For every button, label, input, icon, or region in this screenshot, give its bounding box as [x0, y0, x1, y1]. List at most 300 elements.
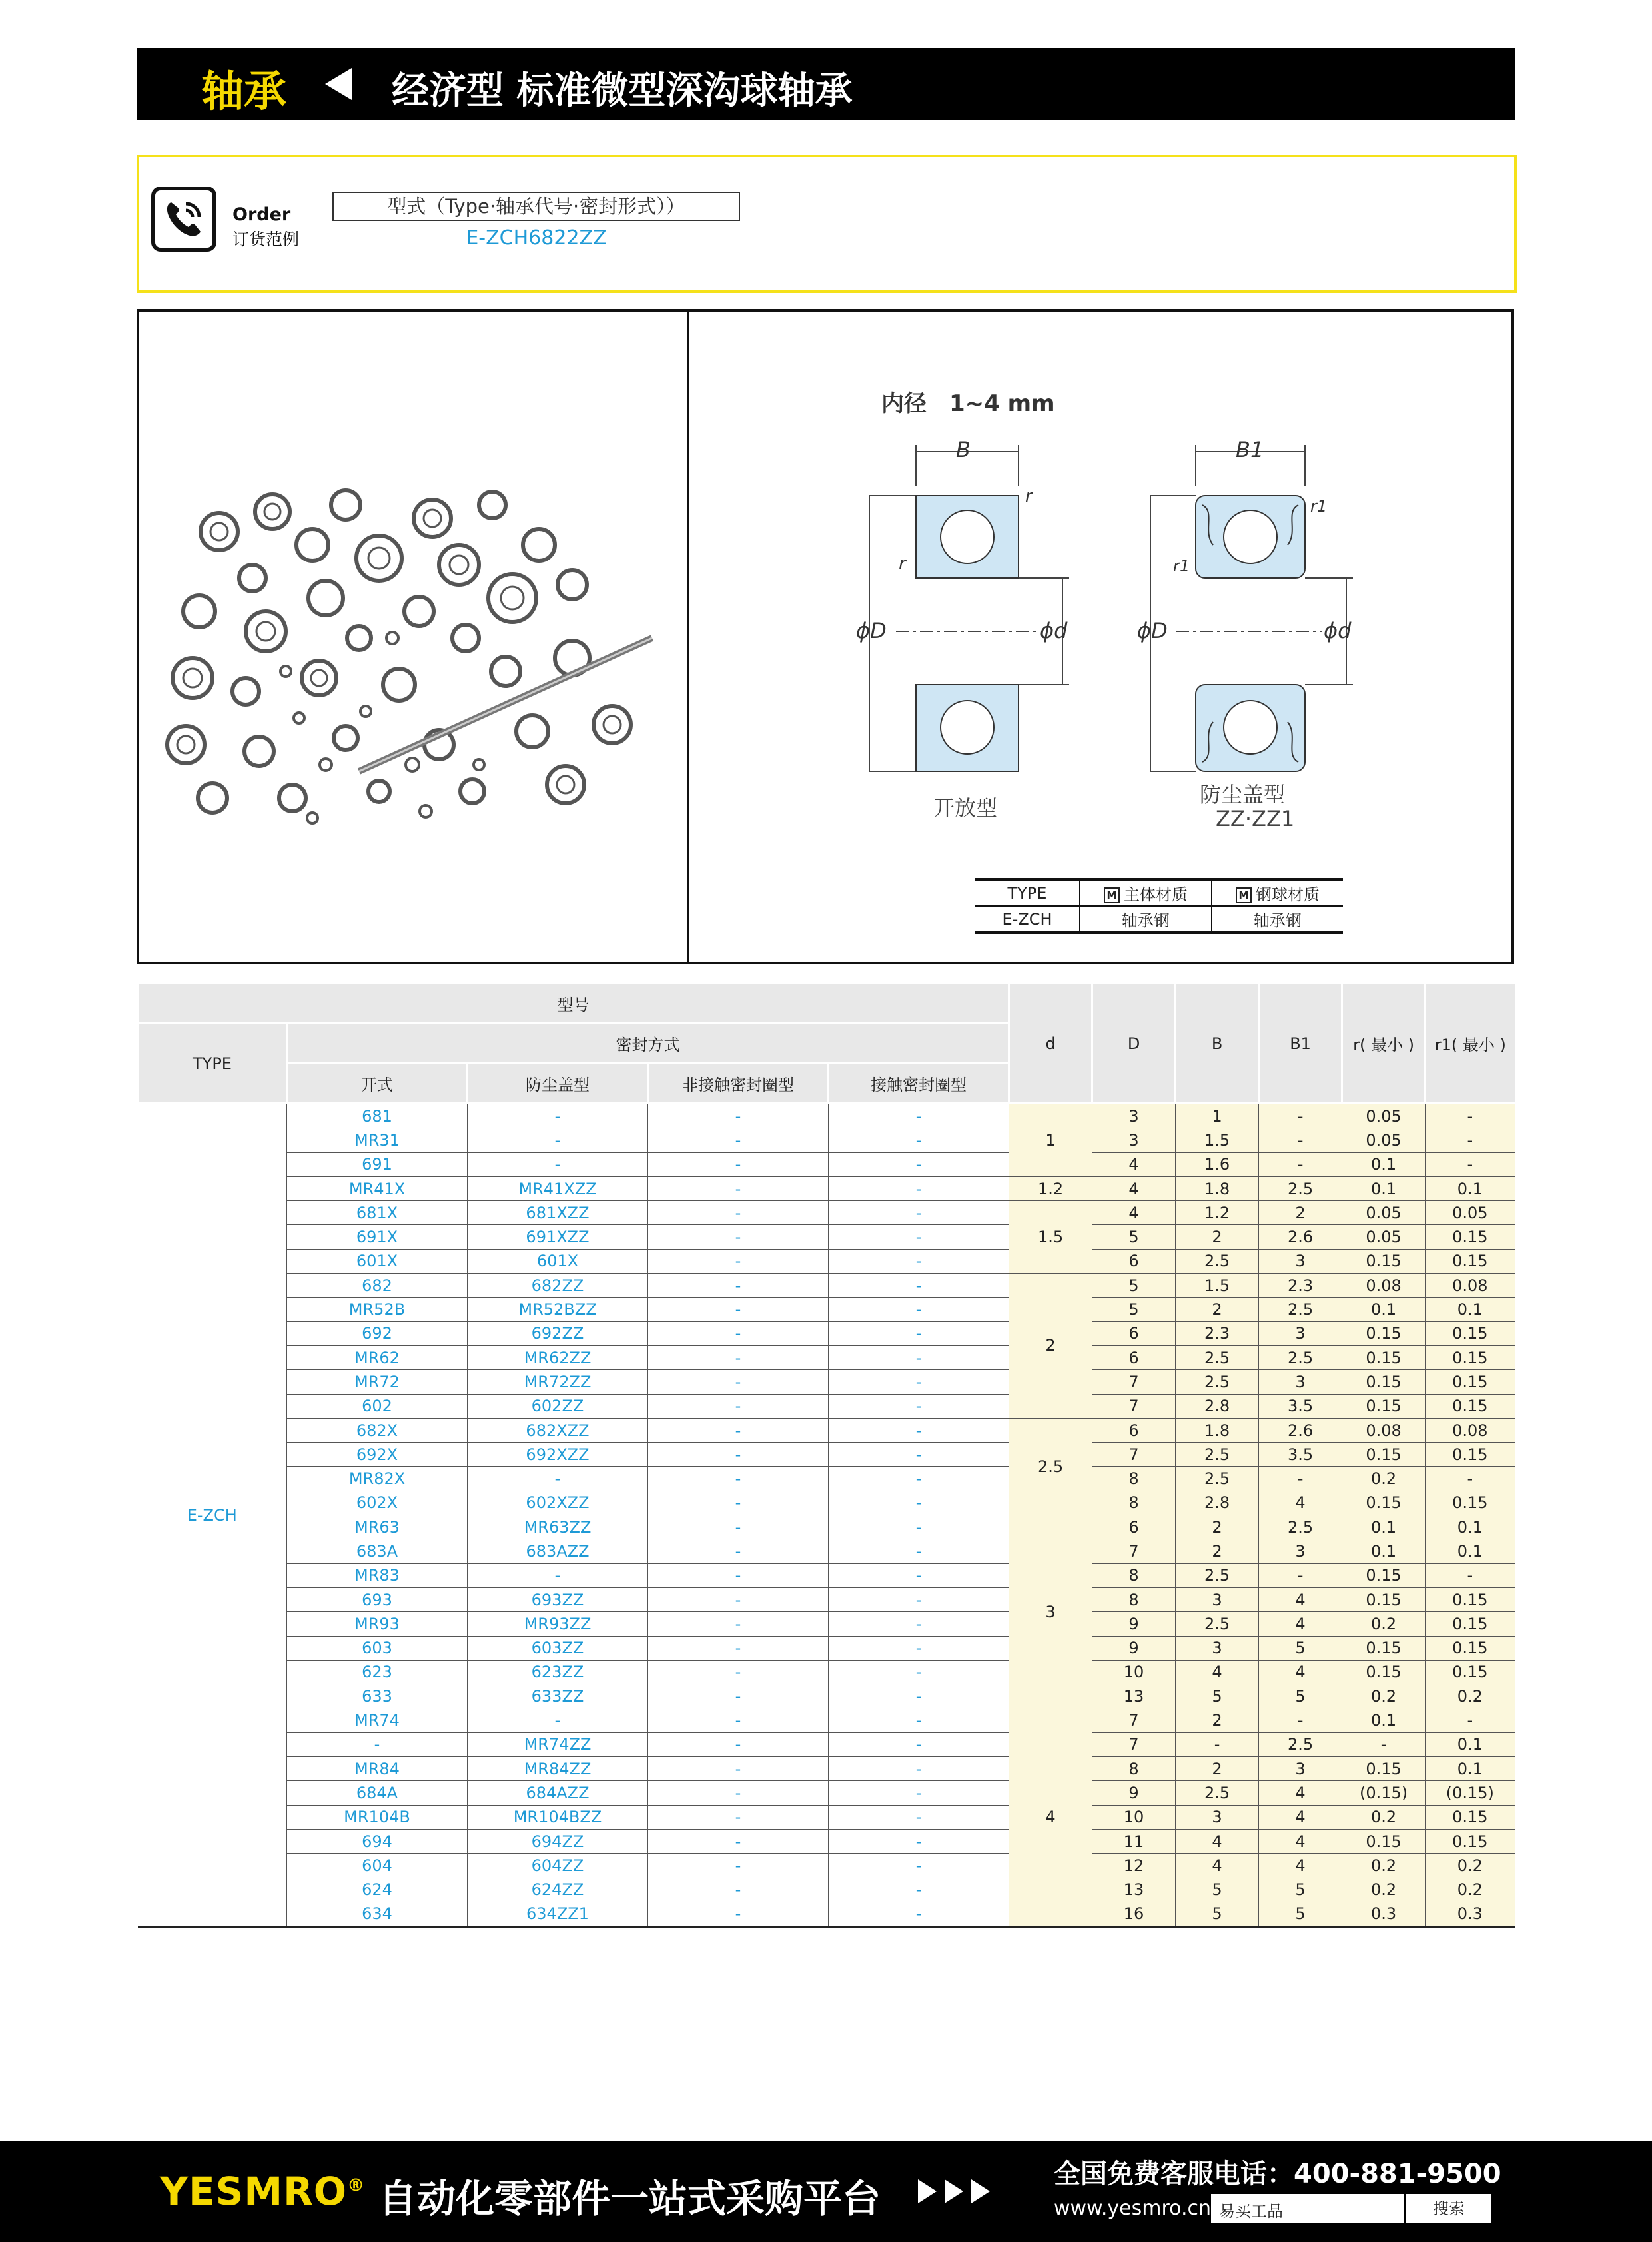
dim-r-cell: 0.15	[1342, 1757, 1426, 1781]
open-model-cell[interactable]: 683A	[287, 1539, 468, 1563]
header-open: 开式	[287, 1064, 468, 1104]
noncontact-model-cell: -	[648, 1443, 829, 1467]
shield-model-cell[interactable]: 624ZZ	[468, 1878, 648, 1902]
dim-B1-cell: 2.5	[1259, 1732, 1342, 1756]
dim-B1-cell: 3.5	[1259, 1443, 1342, 1467]
shield-model-cell[interactable]: 691XZZ	[468, 1225, 648, 1249]
order-label-cn: 订货范例	[232, 230, 300, 249]
dim-B1-cell: -	[1259, 1467, 1342, 1491]
shield-model-cell[interactable]: 623ZZ	[468, 1660, 648, 1684]
table-row	[138, 1829, 1515, 1853]
contact-model-cell: -	[829, 1298, 1009, 1321]
contact-model-cell: -	[829, 1805, 1009, 1829]
open-model-cell[interactable]: MR104B	[287, 1805, 468, 1829]
noncontact-model-cell: -	[648, 1854, 829, 1878]
dim-B1-cell: 3	[1259, 1321, 1342, 1345]
dim-D-cell: 6	[1092, 1418, 1176, 1442]
material-icon: M	[1104, 887, 1120, 903]
shield-model-cell[interactable]: MR41XZZ	[468, 1176, 648, 1200]
dim-r1-cell: 0.15	[1426, 1660, 1515, 1684]
open-model-cell[interactable]: 682X	[287, 1418, 468, 1442]
noncontact-model-cell: -	[648, 1684, 829, 1708]
header-shield: 防尘盖型	[468, 1064, 648, 1104]
shield-model-cell[interactable]: MR104BZZ	[468, 1805, 648, 1829]
dim-D-cell: 7	[1092, 1443, 1176, 1467]
table-row	[138, 1201, 1515, 1225]
dim-r-cell: -	[1342, 1732, 1426, 1756]
dim-D-cell: 9	[1092, 1612, 1176, 1636]
dim-B1-cell: 4	[1259, 1805, 1342, 1829]
shield-model-cell[interactable]: -	[468, 1708, 648, 1732]
shield-model-cell[interactable]: MR72ZZ	[468, 1370, 648, 1394]
open-model-cell[interactable]: 602X	[287, 1491, 468, 1515]
dim-D-cell: 6	[1092, 1321, 1176, 1345]
open-model-cell[interactable]: 601X	[287, 1249, 468, 1273]
table-row	[138, 1854, 1515, 1878]
hotline: 全国免费客服电话：400-881-9500	[1054, 2159, 1501, 2189]
dim-B1-cell: 4	[1259, 1829, 1342, 1853]
contact-model-cell: -	[829, 1563, 1009, 1587]
dim-r1-cell: -	[1426, 1708, 1515, 1732]
dim-r1-cell: 0.08	[1426, 1274, 1515, 1298]
open-model-cell[interactable]: 624	[287, 1878, 468, 1902]
phone-icon	[151, 187, 216, 252]
product-panel	[137, 309, 1514, 964]
table-row	[138, 1321, 1515, 1345]
label-D-open: ϕD	[856, 618, 887, 643]
label-B: B	[956, 437, 971, 462]
contact-model-cell: -	[829, 1684, 1009, 1708]
shield-model-cell[interactable]: 693ZZ	[468, 1587, 648, 1611]
open-model-cell[interactable]: MR72	[287, 1370, 468, 1394]
label-d-open: ϕd	[1040, 618, 1068, 643]
dim-D-cell: 7	[1092, 1370, 1176, 1394]
dim-B-cell: 1.8	[1176, 1418, 1259, 1442]
material-type-header: TYPE	[975, 879, 1080, 906]
dim-r1-cell: 0.15	[1426, 1612, 1515, 1636]
contact-model-cell: -	[829, 1345, 1009, 1369]
noncontact-model-cell: -	[648, 1708, 829, 1732]
dim-D-cell: 13	[1092, 1878, 1176, 1902]
bore-d-cell: 1.2	[1009, 1176, 1092, 1200]
dim-B1-cell: -	[1259, 1152, 1342, 1176]
contact-model-cell: -	[829, 1539, 1009, 1563]
dim-B1-cell: 4	[1259, 1491, 1342, 1515]
contact-model-cell: -	[829, 1781, 1009, 1805]
dim-r-cell: 0.2	[1342, 1684, 1426, 1708]
shield-type-caption: 防尘盖型	[1200, 782, 1286, 807]
open-model-cell[interactable]: 623	[287, 1660, 468, 1684]
noncontact-model-cell: -	[648, 1539, 829, 1563]
table-row	[138, 1636, 1515, 1660]
footer-slogan: 自动化零部件一站式采购平台	[378, 2176, 881, 2221]
dim-r1-cell: 0.15	[1426, 1345, 1515, 1369]
dim-D-cell: 3	[1092, 1128, 1176, 1152]
dim-r-cell: 0.15	[1342, 1491, 1426, 1515]
dim-D-cell: 5	[1092, 1225, 1176, 1249]
noncontact-model-cell: -	[648, 1732, 829, 1756]
table-row	[138, 1370, 1515, 1394]
open-model-cell[interactable]: MR63	[287, 1515, 468, 1539]
dim-r1-cell: 0.1	[1426, 1176, 1515, 1200]
open-model-cell[interactable]: 681X	[287, 1201, 468, 1225]
dim-r-cell: 0.15	[1342, 1563, 1426, 1587]
header-d: d	[1009, 984, 1092, 1104]
dim-r-cell: 0.2	[1342, 1612, 1426, 1636]
dim-B-cell: 1.5	[1176, 1128, 1259, 1152]
noncontact-model-cell: -	[648, 1805, 829, 1829]
dim-r1-cell: (0.15)	[1426, 1781, 1515, 1805]
table-row	[138, 1587, 1515, 1611]
dim-D-cell: 8	[1092, 1563, 1176, 1587]
dim-r1-cell: 0.1	[1426, 1757, 1515, 1781]
dim-r1-cell: -	[1426, 1152, 1515, 1176]
bearing-section-drawing	[689, 312, 1511, 962]
dim-D-cell: 9	[1092, 1636, 1176, 1660]
open-model-cell[interactable]: MR74	[287, 1708, 468, 1732]
dim-r1-cell: 0.1	[1426, 1732, 1515, 1756]
website-link[interactable]: www.yesmro.cn	[1054, 2197, 1212, 2220]
open-model-cell[interactable]: MR62	[287, 1345, 468, 1369]
order-example-box	[137, 155, 1517, 293]
dim-r-cell: 0.1	[1342, 1708, 1426, 1732]
open-model-cell[interactable]: MR31	[287, 1128, 468, 1152]
dim-B1-cell: 2.5	[1259, 1298, 1342, 1321]
contact-model-cell: -	[829, 1249, 1009, 1273]
dim-r1-cell: 0.15	[1426, 1443, 1515, 1467]
bore-range: 内径 1~4 mm	[881, 390, 1055, 417]
noncontact-model-cell: -	[648, 1902, 829, 1926]
category-title: 轴承	[201, 67, 286, 117]
search-input[interactable]: 易买工品	[1219, 2202, 1283, 2221]
dim-D-cell: 7	[1092, 1708, 1176, 1732]
open-model-cell[interactable]: 682	[287, 1274, 468, 1298]
dim-B1-cell: 5	[1259, 1902, 1342, 1926]
dim-B-cell: 2	[1176, 1708, 1259, 1732]
shield-model-cell[interactable]: 634ZZ1	[468, 1902, 648, 1926]
dim-B-cell: 2	[1176, 1515, 1259, 1539]
dim-B-cell: 2.3	[1176, 1321, 1259, 1345]
brand-logo[interactable]: YESMRO®	[160, 2169, 366, 2214]
header-B1: B1	[1259, 984, 1342, 1104]
noncontact-model-cell: -	[648, 1878, 829, 1902]
search-button[interactable]: 搜索	[1404, 2194, 1492, 2223]
dim-D-cell: 4	[1092, 1176, 1176, 1200]
shield-model-cell[interactable]: -	[468, 1467, 648, 1491]
open-model-cell[interactable]: 692	[287, 1321, 468, 1345]
open-model-cell[interactable]: 684A	[287, 1781, 468, 1805]
spec-table-body	[138, 1104, 1515, 1927]
contact-model-cell: -	[829, 1176, 1009, 1200]
shield-model-cell[interactable]: MR63ZZ	[468, 1515, 648, 1539]
shield-model-cell[interactable]: MR84ZZ	[468, 1757, 648, 1781]
open-model-cell[interactable]: 694	[287, 1829, 468, 1853]
open-model-cell[interactable]: 634	[287, 1902, 468, 1926]
contact-model-cell: -	[829, 1467, 1009, 1491]
dim-B1-cell: 4	[1259, 1612, 1342, 1636]
dim-B1-cell: 3.5	[1259, 1394, 1342, 1418]
shield-model-cell[interactable]: 683AZZ	[468, 1539, 648, 1563]
open-model-cell[interactable]: 691	[287, 1152, 468, 1176]
label-r-top: r	[1025, 486, 1032, 506]
open-model-cell[interactable]: 691X	[287, 1225, 468, 1249]
noncontact-model-cell: -	[648, 1467, 829, 1491]
dim-D-cell: 8	[1092, 1757, 1176, 1781]
open-model-cell[interactable]: 603	[287, 1636, 468, 1660]
dim-r-cell: 0.05	[1342, 1128, 1426, 1152]
dim-r1-cell: 0.15	[1426, 1321, 1515, 1345]
dim-B-cell: 2.5	[1176, 1249, 1259, 1273]
label-r-side: r	[899, 554, 906, 574]
shield-model-cell[interactable]: -	[468, 1563, 648, 1587]
dim-D-cell: 10	[1092, 1805, 1176, 1829]
dim-r1-cell: 0.15	[1426, 1829, 1515, 1853]
material-table	[975, 878, 1343, 934]
table-row	[138, 1539, 1515, 1563]
open-model-cell[interactable]: MR82X	[287, 1467, 468, 1491]
noncontact-model-cell: -	[648, 1249, 829, 1273]
noncontact-model-cell: -	[648, 1152, 829, 1176]
dim-D-cell: 11	[1092, 1829, 1176, 1853]
shield-model-cell[interactable]: 633ZZ	[468, 1684, 648, 1708]
dim-r1-cell: 0.3	[1426, 1902, 1515, 1926]
table-row	[138, 1660, 1515, 1684]
shield-model-cell[interactable]: 682ZZ	[468, 1274, 648, 1298]
dim-r1-cell: 0.15	[1426, 1394, 1515, 1418]
play-arrow-icon	[945, 2179, 963, 2203]
dim-B-cell: 2	[1176, 1298, 1259, 1321]
page-footer	[0, 2141, 1652, 2242]
noncontact-model-cell: -	[648, 1418, 829, 1442]
material-ball-header: M 钢球材质	[1212, 879, 1343, 906]
noncontact-model-cell: -	[648, 1321, 829, 1345]
contact-model-cell: -	[829, 1854, 1009, 1878]
dim-B1-cell: 2.5	[1259, 1515, 1342, 1539]
table-row	[138, 1274, 1515, 1298]
noncontact-model-cell: -	[648, 1128, 829, 1152]
label-r1-side: r1	[1173, 557, 1190, 575]
open-model-cell[interactable]: 602	[287, 1394, 468, 1418]
dim-r-cell: 0.1	[1342, 1152, 1426, 1176]
dim-r-cell: 0.1	[1342, 1176, 1426, 1200]
dim-D-cell: 5	[1092, 1274, 1176, 1298]
contact-model-cell: -	[829, 1515, 1009, 1539]
open-model-cell[interactable]: MR84	[287, 1757, 468, 1781]
dim-D-cell: 9	[1092, 1781, 1176, 1805]
open-model-cell[interactable]: 692X	[287, 1443, 468, 1467]
noncontact-model-cell: -	[648, 1757, 829, 1781]
table-row	[138, 1612, 1515, 1636]
dim-r-cell: 0.15	[1342, 1249, 1426, 1273]
back-arrow-icon	[325, 68, 352, 100]
bore-d-cell: 2	[1009, 1274, 1092, 1419]
dim-B-cell: 2.5	[1176, 1612, 1259, 1636]
dim-D-cell: 12	[1092, 1854, 1176, 1878]
shield-model-cell[interactable]: -	[468, 1152, 648, 1176]
dim-r1-cell: 0.15	[1426, 1587, 1515, 1611]
dim-B-cell: 5	[1176, 1902, 1259, 1926]
dim-B1-cell: 4	[1259, 1854, 1342, 1878]
bearings-photo	[159, 485, 665, 831]
header-r: r( 最小 )	[1342, 984, 1426, 1104]
contact-model-cell: -	[829, 1370, 1009, 1394]
dim-r-cell: 0.1	[1342, 1298, 1426, 1321]
search-box[interactable]	[1211, 2194, 1491, 2223]
dim-r-cell: 0.1	[1342, 1539, 1426, 1563]
dim-r-cell: 0.05	[1342, 1201, 1426, 1225]
noncontact-model-cell: -	[648, 1829, 829, 1853]
shield-model-cell[interactable]: 602ZZ	[468, 1394, 648, 1418]
shield-model-cell[interactable]: 684AZZ	[468, 1781, 648, 1805]
shield-model-cell[interactable]: -	[468, 1104, 648, 1128]
contact-model-cell: -	[829, 1225, 1009, 1249]
noncontact-model-cell: -	[648, 1587, 829, 1611]
dim-B-cell: 1.2	[1176, 1201, 1259, 1225]
contact-model-cell: -	[829, 1878, 1009, 1902]
noncontact-model-cell: -	[648, 1176, 829, 1200]
shield-model-cell[interactable]: 694ZZ	[468, 1829, 648, 1853]
shield-model-cell[interactable]: -	[468, 1128, 648, 1152]
contact-model-cell: -	[829, 1732, 1009, 1756]
dim-D-cell: 6	[1092, 1345, 1176, 1369]
open-model-cell[interactable]: MR93	[287, 1612, 468, 1636]
dim-r1-cell: 0.15	[1426, 1370, 1515, 1394]
dim-r1-cell: 0.1	[1426, 1298, 1515, 1321]
dim-B-cell: 5	[1176, 1878, 1259, 1902]
shield-model-cell[interactable]: 692ZZ	[468, 1321, 648, 1345]
noncontact-model-cell: -	[648, 1225, 829, 1249]
contact-model-cell: -	[829, 1443, 1009, 1467]
contact-model-cell: -	[829, 1418, 1009, 1442]
shield-model-cell[interactable]: MR62ZZ	[468, 1345, 648, 1369]
dim-r1-cell: 0.15	[1426, 1225, 1515, 1249]
dim-r-cell: 0.15	[1342, 1321, 1426, 1345]
open-model-cell[interactable]: -	[287, 1732, 468, 1756]
dim-r-cell: 0.15	[1342, 1829, 1426, 1853]
dim-B-cell: 2.5	[1176, 1781, 1259, 1805]
open-model-cell[interactable]: MR52B	[287, 1298, 468, 1321]
table-row	[138, 1491, 1515, 1515]
dim-D-cell: 10	[1092, 1660, 1176, 1684]
dim-B-cell: 2.8	[1176, 1491, 1259, 1515]
shield-model-cell[interactable]: 601X	[468, 1249, 648, 1273]
noncontact-model-cell: -	[648, 1104, 829, 1128]
noncontact-model-cell: -	[648, 1660, 829, 1684]
shield-model-cell[interactable]: 603ZZ	[468, 1636, 648, 1660]
dim-B-cell: 2	[1176, 1225, 1259, 1249]
dimension-drawing	[689, 312, 1511, 962]
shield-model-cell[interactable]: MR93ZZ	[468, 1612, 648, 1636]
dim-r-cell: 0.15	[1342, 1345, 1426, 1369]
noncontact-model-cell: -	[648, 1201, 829, 1225]
dim-B1-cell: 2.6	[1259, 1418, 1342, 1442]
dim-B-cell: 1.6	[1176, 1152, 1259, 1176]
table-row	[138, 1515, 1515, 1539]
dim-r-cell: 0.2	[1342, 1854, 1426, 1878]
open-model-cell[interactable]: MR83	[287, 1563, 468, 1587]
shield-model-cell[interactable]: MR52BZZ	[468, 1298, 648, 1321]
dim-D-cell: 4	[1092, 1201, 1176, 1225]
dim-r-cell: 0.2	[1342, 1805, 1426, 1829]
order-example-code[interactable]: E-ZCH6822ZZ	[466, 226, 607, 250]
shield-model-cell[interactable]: 681XZZ	[468, 1201, 648, 1225]
dim-B1-cell: -	[1259, 1563, 1342, 1587]
dim-r-cell: 0.05	[1342, 1104, 1426, 1128]
open-model-cell[interactable]: 633	[287, 1684, 468, 1708]
open-model-cell[interactable]: 604	[287, 1854, 468, 1878]
table-row	[138, 1152, 1515, 1176]
dim-r1-cell: -	[1426, 1128, 1515, 1152]
shield-model-cell[interactable]: 692XZZ	[468, 1443, 648, 1467]
dim-r-cell: 0.2	[1342, 1467, 1426, 1491]
table-row	[138, 1394, 1515, 1418]
dim-B1-cell: -	[1259, 1708, 1342, 1732]
header-noncontact: 非接触密封圈型	[648, 1064, 829, 1104]
dim-B1-cell: 5	[1259, 1684, 1342, 1708]
noncontact-model-cell: -	[648, 1298, 829, 1321]
play-arrow-icon	[971, 2179, 990, 2203]
dim-B1-cell: 2.6	[1259, 1225, 1342, 1249]
dim-r-cell: 0.1	[1342, 1515, 1426, 1539]
dim-B-cell: 4	[1176, 1660, 1259, 1684]
dim-D-cell: 5	[1092, 1298, 1176, 1321]
bearing-ring	[167, 490, 631, 813]
header-seal: 密封方式	[287, 1024, 1009, 1064]
label-B1: B1	[1236, 437, 1264, 462]
dim-r-cell: 0.15	[1342, 1370, 1426, 1394]
spec-table	[137, 984, 1515, 1928]
label-D-shield: ϕD	[1137, 618, 1168, 643]
shield-model-cell[interactable]: MR74ZZ	[468, 1732, 648, 1756]
open-model-cell[interactable]: 693	[287, 1587, 468, 1611]
table-row	[138, 1902, 1515, 1926]
contact-model-cell: -	[829, 1274, 1009, 1298]
contact-model-cell: -	[829, 1152, 1009, 1176]
contact-model-cell: -	[829, 1394, 1009, 1418]
noncontact-model-cell: -	[648, 1394, 829, 1418]
dim-B1-cell: 3	[1259, 1757, 1342, 1781]
open-model-cell[interactable]: MR41X	[287, 1176, 468, 1200]
table-row	[138, 1684, 1515, 1708]
dim-B-cell: 5	[1176, 1684, 1259, 1708]
table-row	[138, 1467, 1515, 1491]
shield-model-cell[interactable]: 604ZZ	[468, 1854, 648, 1878]
table-row	[138, 1563, 1515, 1587]
noncontact-model-cell: -	[648, 1781, 829, 1805]
dim-D-cell: 6	[1092, 1515, 1176, 1539]
dim-B-cell: 3	[1176, 1805, 1259, 1829]
dim-D-cell: 8	[1092, 1491, 1176, 1515]
material-ball-value: 轴承钢	[1212, 906, 1343, 933]
dim-D-cell: 8	[1092, 1587, 1176, 1611]
table-row	[138, 1176, 1515, 1200]
shield-model-cell[interactable]: 602XZZ	[468, 1491, 648, 1515]
material-icon: M	[1236, 887, 1252, 903]
bore-d-cell: 4	[1009, 1708, 1092, 1927]
shield-model-cell[interactable]: 682XZZ	[468, 1418, 648, 1442]
dim-B1-cell: 4	[1259, 1660, 1342, 1684]
open-model-cell[interactable]: 681	[287, 1104, 468, 1128]
material-body-header: M 主体材质	[1080, 879, 1212, 906]
noncontact-model-cell: -	[648, 1274, 829, 1298]
dim-r-cell: 0.2	[1342, 1878, 1426, 1902]
bore-d-cell: 1.5	[1009, 1201, 1092, 1274]
dim-B-cell: 1.8	[1176, 1176, 1259, 1200]
dim-B1-cell: 5	[1259, 1878, 1342, 1902]
dim-B1-cell: -	[1259, 1128, 1342, 1152]
dim-r1-cell: 0.08	[1426, 1418, 1515, 1442]
dim-D-cell: 7	[1092, 1394, 1176, 1418]
